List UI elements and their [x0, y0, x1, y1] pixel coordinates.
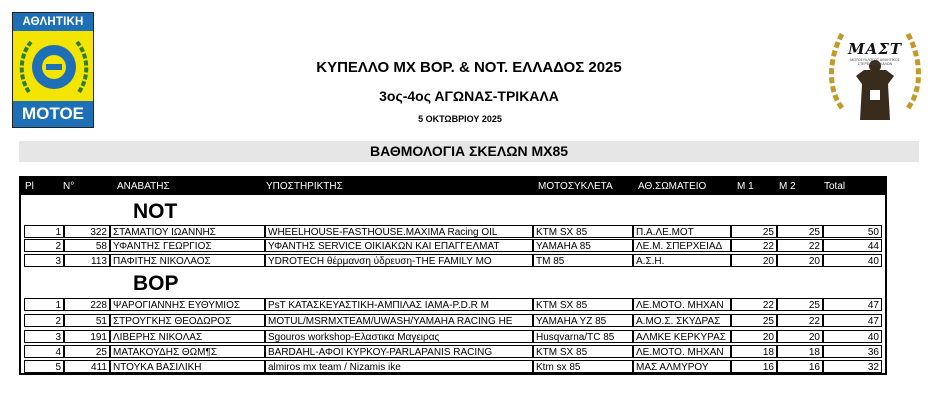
- cell-total: 32: [823, 360, 882, 373]
- cell-sponsor: MOTUL/MSRMXTEAM/UWASH/YAMAHA RACING HE: [265, 314, 533, 327]
- cell-number: 25: [64, 345, 110, 358]
- cell-rider: ΝΤΟΥΚΑ ΒΑΣΙΛΙΚΗ: [110, 360, 265, 373]
- event-date: 5 ΟΚΤΩΒΡΙΟΥ 2025: [418, 114, 502, 124]
- col-pl: Pl: [25, 181, 34, 192]
- logo-left-bottom-text: ΜΟΤΟΕ: [13, 101, 93, 127]
- col-m1: Μ 1: [737, 181, 754, 192]
- cell-number: 58: [64, 239, 110, 252]
- cell-total: 50: [823, 225, 882, 238]
- cell-number: 51: [64, 314, 110, 327]
- cell-bike: YAMAHA YZ 85: [533, 314, 633, 327]
- cell-m1: 25: [731, 314, 777, 327]
- cell-m2: 18: [777, 345, 823, 358]
- cell-m2: 20: [777, 330, 823, 343]
- logo-left-top-text: ΑΘΛΗΤΙΚΗ: [13, 13, 93, 31]
- cell-sponsor: YDROTECH θέρμανση ύδρευση-THE FAMILY MO: [265, 254, 533, 267]
- col-sponsor: ΥΠΟΣΤΗΡΙΚΤΗΣ: [266, 181, 343, 192]
- cell-sponsor: Sgouros workshop-Ελαστικα Μαγειρας: [265, 330, 533, 343]
- cell-m1: 18: [731, 345, 777, 358]
- cell-bike: Ktm sx 85: [533, 360, 633, 373]
- cell-rider: ΠΑΦΙΤΗΣ ΝΙΚΟΛΑΟΣ: [110, 254, 265, 267]
- group-label: ΒΟΡ: [133, 272, 179, 295]
- col-club: ΑΘ.ΣΩΜΑΤΕΙΟ: [638, 181, 707, 192]
- cell-number: 411: [64, 360, 110, 373]
- laurel-emblem-icon: [826, 20, 924, 122]
- cell-m1: 16: [731, 360, 777, 373]
- cell-m2: 20: [777, 254, 823, 267]
- table-row: [24, 360, 882, 373]
- cell-total: 47: [823, 298, 882, 311]
- cell-m1: 22: [731, 239, 777, 252]
- cell-number: 113: [64, 254, 110, 267]
- event-subtitle: 3ος-4ος ΑΓΩΝΑΣ-ΤΡΙΚΑΛΑ: [379, 88, 559, 104]
- cell-club: Α.Σ.Η.: [633, 254, 731, 267]
- cell-pl: 5: [24, 360, 64, 373]
- cell-m2: 16: [777, 360, 823, 373]
- cell-bike: Husqvarna/TC 85: [533, 330, 633, 343]
- cell-m1: 25: [731, 225, 777, 238]
- cell-bike: KTM SX 85: [533, 298, 633, 311]
- col-m2: Μ 2: [779, 181, 796, 192]
- cell-pl: 3: [24, 330, 64, 343]
- cell-bike: TM 85: [533, 254, 633, 267]
- cell-rider: ΥΦΑΝΤΗΣ ΓΕΩΡΓΙΟΣ: [110, 239, 265, 252]
- table-row: [24, 239, 882, 252]
- club-logo-right: [826, 20, 924, 122]
- cell-pl: 3: [24, 254, 64, 267]
- col-bike: ΜΟΤΟΣΥΚΛΕΤΑ: [538, 181, 613, 192]
- cell-m2: 22: [777, 239, 823, 252]
- cell-rider: ΜΑΤΑΚΟΥΔΗΣ ΘΩΜ¶Σ: [110, 345, 265, 358]
- col-rider: ΑΝΑΒΑΤΗΣ: [117, 181, 170, 192]
- cell-m2: 25: [777, 225, 823, 238]
- cell-bike: KTM SX 85: [533, 345, 633, 358]
- cell-total: 40: [823, 330, 882, 343]
- cell-m1: 20: [731, 330, 777, 343]
- cell-club: Α.ΜΟ.Σ. ΣΚΥΔΡΑΣ: [633, 314, 731, 327]
- cell-club: ΛΕ.Μ. ΣΠΕΡΧΕΙΑΔ: [633, 239, 731, 252]
- cell-number: 322: [64, 225, 110, 238]
- table-row: [24, 225, 882, 238]
- cell-rider: ΨΑΡΟΓΙΑΝΝΗΣ ΕΥΘΥΜΙΟΣ: [110, 298, 265, 311]
- cell-club: ΛΕ.ΜΟΤΟ. ΜΗΧΑΝ: [633, 345, 731, 358]
- cell-total: 36: [823, 345, 882, 358]
- cell-club: ΛΕ.ΜΟΤΟ. ΜΗΧΑΝ: [633, 298, 731, 311]
- cell-total: 40: [823, 254, 882, 267]
- cell-rider: ΣΤΑΜΑΤΙΟΥ ΙΩΑΝΝΗΣ: [110, 225, 265, 238]
- cell-number: 228: [64, 298, 110, 311]
- cell-sponsor: almiros mx team / Nizamis ike: [265, 360, 533, 373]
- cell-bike: KTM SX 85: [533, 225, 633, 238]
- cell-m1: 22: [731, 298, 777, 311]
- table-row: [24, 345, 882, 358]
- cell-club: Π.Α.ΛΕ.ΜΟΤ: [633, 225, 731, 238]
- cell-total: 44: [823, 239, 882, 252]
- cell-club: ΑΛΜΚΕ ΚΕΡΚΥΡΑΣ: [633, 330, 731, 343]
- cell-sponsor: PsT ΚΑΤΑΣΚΕΥΑΣΤΙΚΗ-ΑΜΠΙΛΑΣ ΙΑΜΑ-P.D.R M: [265, 298, 533, 311]
- table-row: [24, 330, 882, 343]
- cell-pl: 1: [24, 298, 64, 311]
- laurel-wheel-icon: [19, 34, 89, 100]
- group-label: ΝΟΤ: [133, 200, 178, 223]
- cell-pl: 4: [24, 345, 64, 358]
- cell-m2: 22: [777, 314, 823, 327]
- table-header: [21, 178, 885, 195]
- cell-sponsor: WHEELHOUSE-FASTHOUSE.MAXIMA Racing OIL: [265, 225, 533, 238]
- table-row: [24, 314, 882, 327]
- col-number: N°: [63, 181, 75, 192]
- cell-bike: YAMAHA 85: [533, 239, 633, 252]
- cell-m1: 20: [731, 254, 777, 267]
- cell-pl: 2: [24, 239, 64, 252]
- table-row: [24, 254, 882, 267]
- club-logo-left: [12, 12, 94, 128]
- cell-m2: 25: [777, 298, 823, 311]
- cell-rider: ΛΙΒΕΡΗΣ ΝΙΚΟΛΑΣ: [110, 330, 265, 343]
- logo-right-brand: ΜΑΣΤ: [847, 40, 902, 58]
- logo-right-tagline: ΜΟΤΟΣΥΛΛΟΓΟΣ ΑΘΛΗΤΙΚΟΣ ΣΤΕΡΕΑΣ ΤΡΙΚΑΛΩΝ: [850, 58, 900, 66]
- cell-rider: ΣΤΡΟΥΓΚΗΣ ΘΕΟΔΩΡΟΣ: [110, 314, 265, 327]
- cell-sponsor: ΥΦΑΝΤΗΣ SERVICE ΟΙΚΙΑΚΩΝ ΚΑΙ ΕΠΑΓΓΕΛΜΑΤ: [265, 239, 533, 252]
- cell-total: 47: [823, 314, 882, 327]
- cell-club: ΜΑΣ ΑΛΜΥΡΟΥ: [633, 360, 731, 373]
- cell-pl: 2: [24, 314, 64, 327]
- table-row: [24, 298, 882, 311]
- cell-number: 191: [64, 330, 110, 343]
- cell-pl: 1: [24, 225, 64, 238]
- section-title: ΒΑΘΜΟΛΟΓΙΑ ΣΚΕΛΩΝ MX85: [19, 141, 919, 162]
- page-title: ΚΥΠΕΛΛΟ MX ΒΟΡ. & ΝΟΤ. ΕΛΛΑΔΟΣ 2025: [316, 59, 622, 76]
- col-total: Total: [824, 181, 846, 192]
- cell-sponsor: BARDAHL-ΑΦΟΙ ΚΥΡΚΟΥ-PARLAPANIS RACING: [265, 345, 533, 358]
